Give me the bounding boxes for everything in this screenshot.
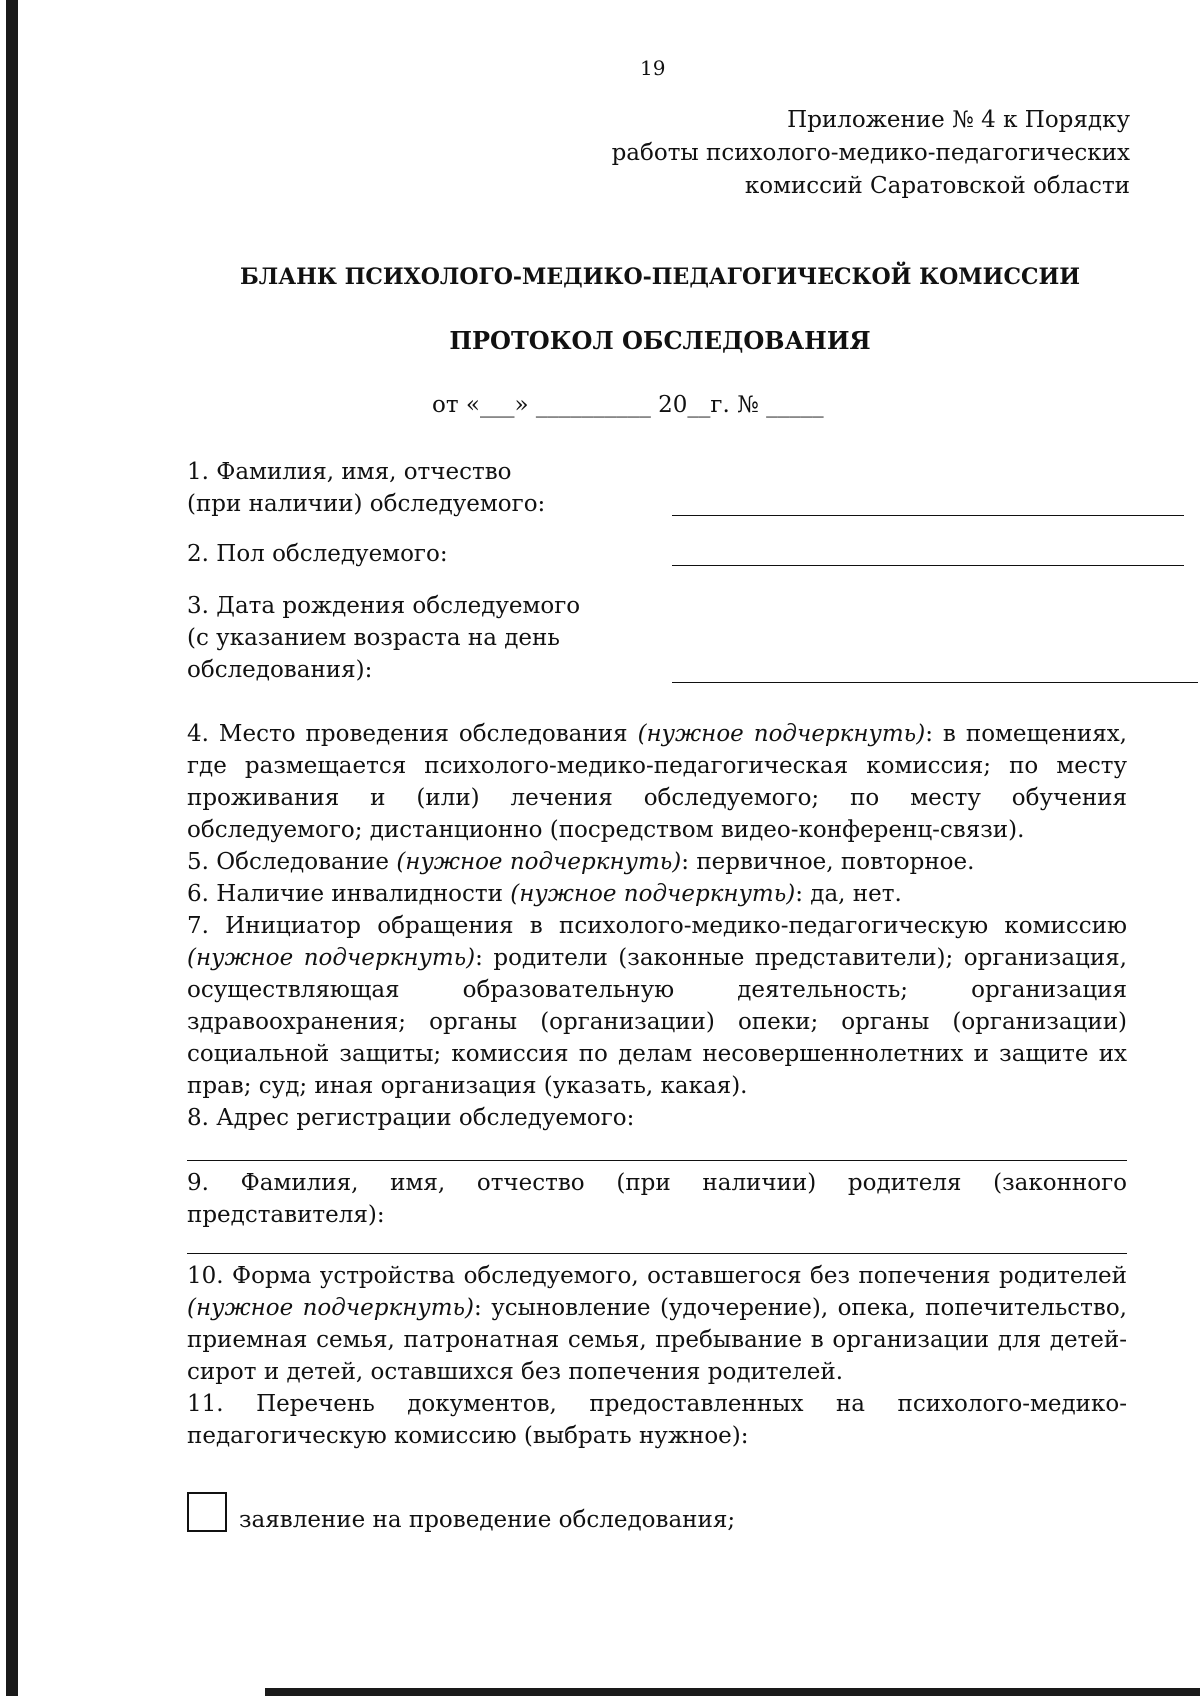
field-label-line: (при наличии) обследуемого: bbox=[187, 491, 546, 517]
field-label-line: 1. Фамилия, имя, отчество bbox=[187, 459, 512, 485]
checkbox-label: заявление на проведение обследования; bbox=[239, 1507, 736, 1533]
item-8-address: 8. Адрес регистрации обследуемого: bbox=[187, 1105, 635, 1131]
appendix-line: комиссий Саратовской области bbox=[744, 173, 1130, 199]
sex-input-line[interactable] bbox=[672, 565, 1184, 566]
document-checkbox-item[interactable] bbox=[187, 1492, 735, 1532]
protocol-date-number-line: от «___» __________ 20__г. № _____ bbox=[432, 392, 824, 418]
field-label-line: (с указанием возраста на день bbox=[187, 625, 560, 651]
appendix-header bbox=[612, 104, 1130, 203]
protocol-items bbox=[187, 718, 1127, 1452]
scan-bottom-edge bbox=[265, 1688, 1200, 1696]
field-label-line: обследования): bbox=[187, 657, 373, 683]
item-7-initiator: 7. Инициатор обращения в психолого-медико-педагогическую комиссию (нужное подчеркнуть): родители (законные представители); организация, осуществляющая образовательную деятельность; организация здравоохранения; органы (организации) опеки; органы (организации) социальной защиты; комиссия по делам несовершеннолетних и защите их прав; суд; иная организация (указать, какая). bbox=[187, 913, 1127, 1099]
field-full-name-label bbox=[187, 456, 545, 520]
item-10-placement-form: 10. Форма устройства обследуемого, оставшегося без попечения родителей (нужное подчеркнуть): усыновление (удочерение), опека, попечительство, приемная семья, патронатная семья, пребывание в организации для детей-сирот и детей, оставшихся без попечения родителей. bbox=[187, 1263, 1127, 1385]
item-5-examination-type: 5. Обследование (нужное подчеркнуть): первичное, повторное. bbox=[187, 849, 975, 875]
item-9-parent-name-cont: представителя): bbox=[187, 1202, 385, 1228]
full-name-input-line[interactable] bbox=[672, 515, 1184, 516]
field-label-line: 3. Дата рождения обследуемого bbox=[187, 593, 581, 619]
page-number: 19 bbox=[640, 56, 666, 80]
item-9-parent-name: 9. Фамилия, имя, отчество (при наличии) родителя (законного bbox=[187, 1170, 1127, 1196]
appendix-line: работы психолого-медико-педагогических bbox=[611, 140, 1130, 166]
scan-edge bbox=[6, 0, 18, 1696]
field-birthdate-label bbox=[187, 590, 580, 686]
birthdate-input-line[interactable] bbox=[672, 682, 1198, 683]
application-checkbox[interactable] bbox=[187, 1492, 227, 1532]
item-4-location: 4. Место проведения обследования (нужное подчеркнуть): в помещениях, где размещается психолого-медико-педагогическая комиссия; по месту проживания и (или) лечения обследуемого; по месту обучения обследуемого; дистанционно (посредством видео-конференц-связи). bbox=[187, 721, 1127, 843]
field-sex-label: 2. Пол обследуемого: bbox=[187, 541, 448, 567]
item-6-disability: 6. Наличие инвалидности (нужное подчеркнуть): да, нет. bbox=[187, 881, 902, 907]
protocol-title: ПРОТОКОЛ ОБСЛЕДОВАНИЯ bbox=[449, 326, 871, 355]
appendix-line: Приложение № 4 к Порядку bbox=[787, 107, 1130, 133]
item-11-documents-list: 11. Перечень документов, предоставленных на психолого-медико-педагогическую комиссию (выбрать нужное): bbox=[187, 1391, 1127, 1449]
form-title: БЛАНК ПСИХОЛОГО-МЕДИКО-ПЕДАГОГИЧЕСКОЙ КОМИССИИ bbox=[239, 264, 1081, 290]
